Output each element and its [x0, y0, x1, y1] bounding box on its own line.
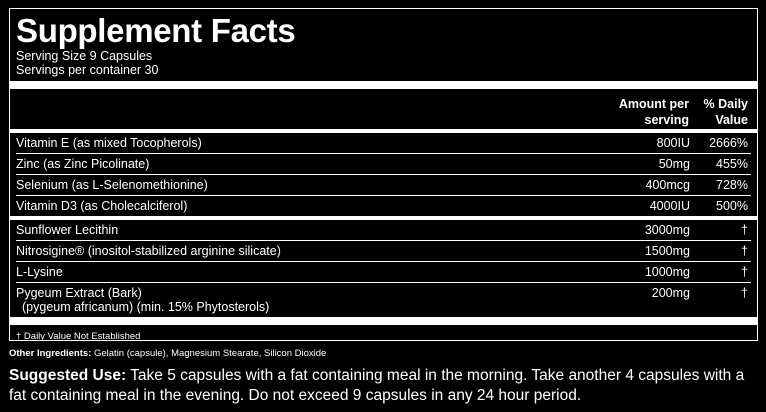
- ingredient-amount: 1500mg: [644, 244, 690, 258]
- suggested-use-text: Take 5 capsules with a fat containing meal in the morning. Take another 4 capsules with a fat containing meal in the evening. Do not exceed 9 capsules in any 24 hour period.: [9, 367, 745, 404]
- ingredient-dv: †: [741, 223, 748, 237]
- servings-per-container: Servings per container 30: [16, 63, 159, 77]
- column-headers: [16, 89, 751, 129]
- nutrient-amount: 50mg: [658, 157, 690, 171]
- nutrient-amount: 400mcg: [645, 178, 690, 192]
- ingredient-row: [16, 241, 751, 262]
- facts-panel: [9, 8, 758, 341]
- ingredient-name: Pygeum Extract (Bark): [16, 286, 142, 300]
- nutrient-dv: 455%: [716, 157, 748, 171]
- suggested-use-label: Suggested Use:: [9, 367, 127, 384]
- other-ingredients-label: Other Ingredients:: [9, 348, 92, 359]
- dv-header-line2: Value: [715, 113, 748, 127]
- facts-title: Supplement Facts: [16, 12, 296, 49]
- nutrient-name: Zinc (as Zinc Picolinate): [16, 157, 150, 171]
- other-ingredients: [9, 348, 326, 359]
- ingredient-row: [16, 220, 751, 241]
- ingredient-name-detail: (pygeum africanum) (min. 15% Phytosterols): [22, 300, 270, 314]
- ingredient-row: [16, 262, 751, 283]
- amount-header-line1: Amount per: [618, 97, 689, 111]
- ingredient-amount: 200mg: [651, 286, 690, 300]
- nutrient-name: Selenium (as L-Selenomethionine): [16, 178, 208, 192]
- nutrient-name: Vitamin D3 (as Cholecalciferol): [16, 199, 188, 213]
- ingredient-dv: †: [741, 265, 748, 279]
- footnote: † Daily Value Not Established: [16, 331, 141, 342]
- nutrient-row: [16, 196, 751, 216]
- daily-value-header: [704, 96, 748, 128]
- other-ingredients-text: Gelatin (capsule), Magnesium Stearate, Silicon Dioxide: [93, 348, 327, 359]
- ingredient-name: Nitrosigine® (inositol-stabilized arginine silicate): [16, 244, 281, 258]
- ingredient-dv: †: [741, 244, 748, 258]
- divider-thick: [10, 81, 757, 89]
- ingredient-row: [16, 283, 751, 317]
- nutrient-row: [16, 133, 751, 154]
- dv-header-line1: % Daily: [703, 97, 748, 111]
- ingredient-dv: †: [741, 286, 748, 300]
- nutrient-row: [16, 154, 751, 175]
- divider-thick: [10, 317, 757, 325]
- ingredient-amount: 3000mg: [644, 223, 690, 237]
- nutrient-dv: 500%: [716, 199, 748, 213]
- nutrient-name: Vitamin E (as mixed Tocopherols): [16, 136, 202, 150]
- nutrient-row: [16, 175, 751, 196]
- serving-size: Serving Size 9 Capsules: [16, 49, 153, 63]
- nutrient-amount: 800IU: [656, 136, 690, 150]
- amount-header: [619, 96, 689, 128]
- nutrient-dv: 2666%: [709, 136, 748, 150]
- ingredient-name: L-Lysine: [16, 265, 63, 279]
- suggested-use: [9, 366, 761, 406]
- nutrient-dv: 728%: [716, 178, 748, 192]
- amount-header-line2: serving: [644, 113, 689, 127]
- ingredient-name: Sunflower Lecithin: [16, 223, 119, 237]
- ingredient-amount: 1000mg: [644, 265, 690, 279]
- nutrient-amount: 4000IU: [649, 199, 690, 213]
